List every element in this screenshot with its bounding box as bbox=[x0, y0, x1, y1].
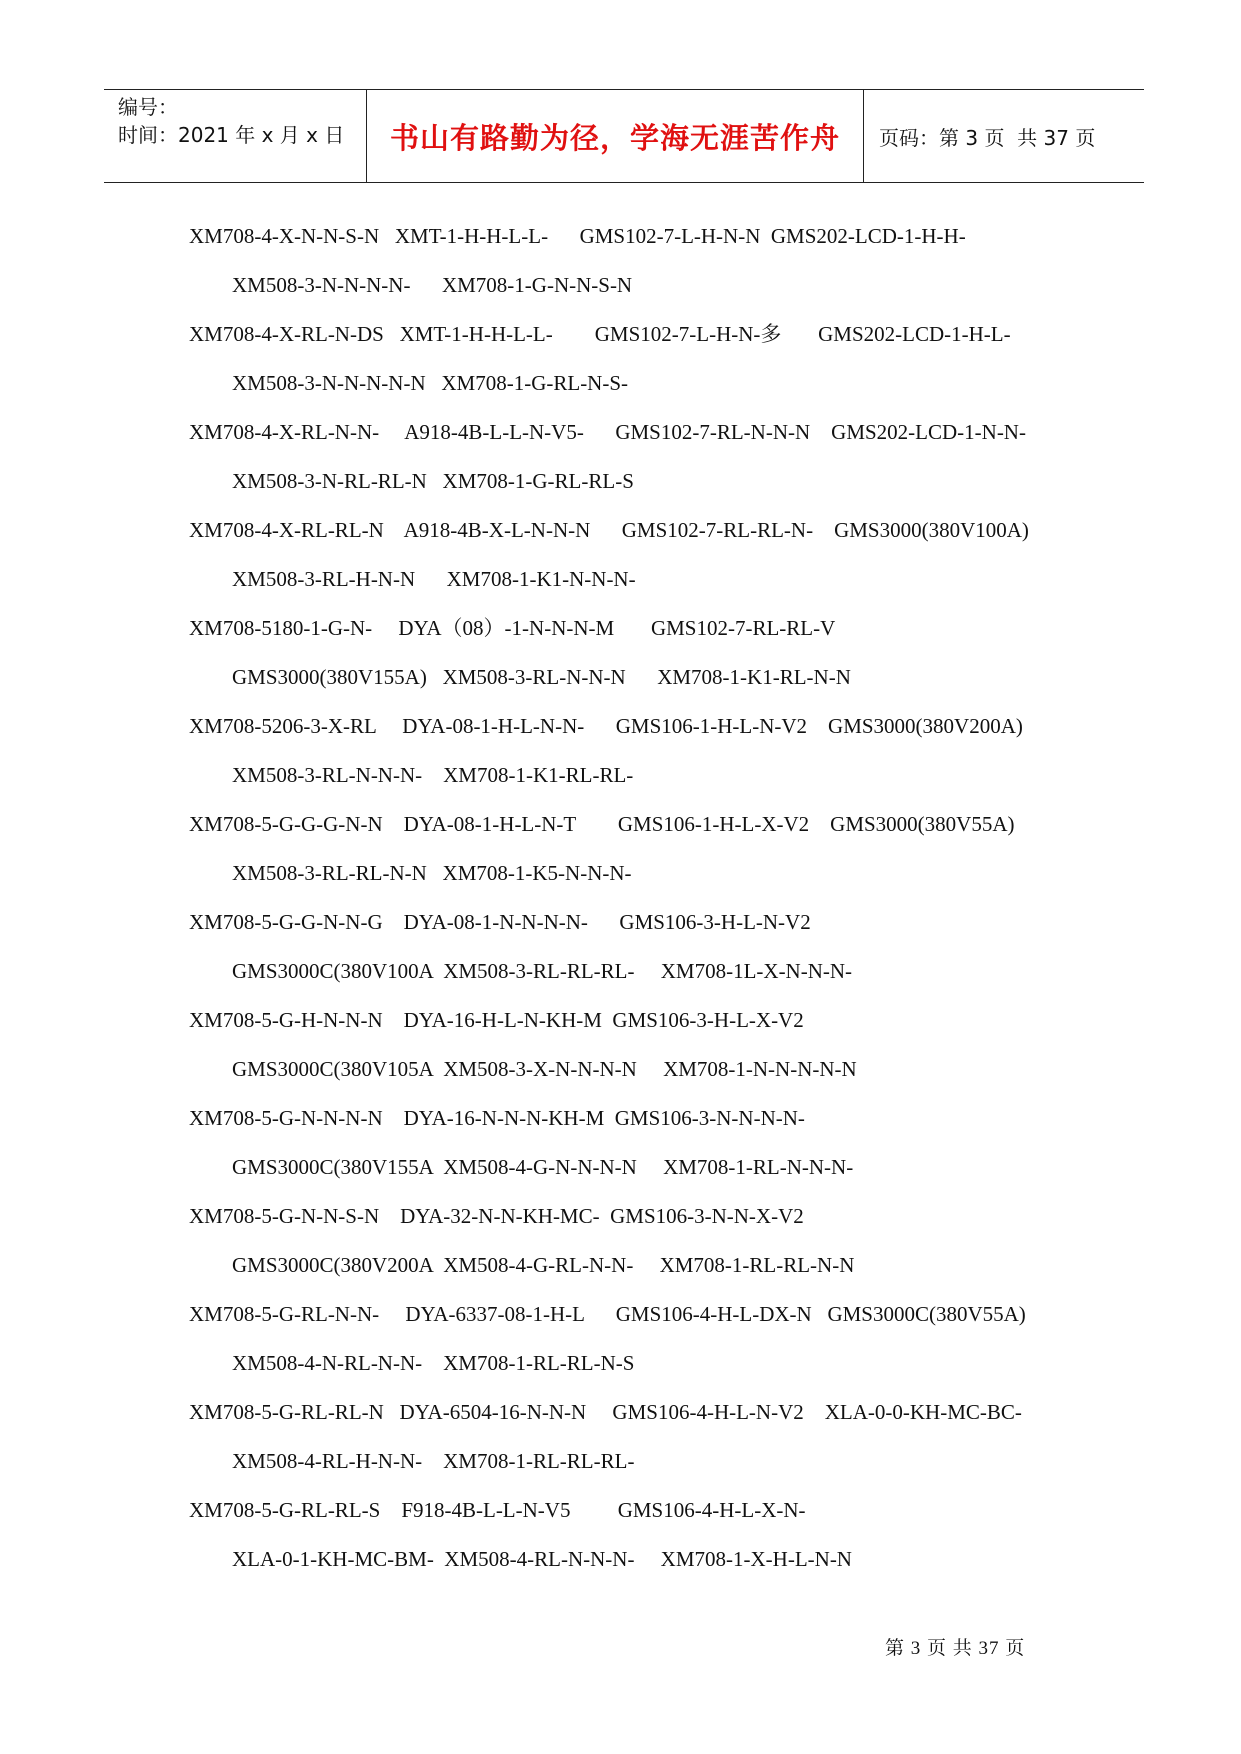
header-info-cell bbox=[104, 90, 366, 182]
model-code-line: XM508-4-N-RL-N-N- XM708-1-RL-RL-N-S bbox=[232, 1351, 635, 1375]
model-code-line: XM708-5-G-H-N-N-N DYA-16-H-L-N-KH-M GMS106-3-H-L-X-V2 bbox=[189, 1008, 804, 1032]
model-code-line: XM508-3-N-N-N-N- XM708-1-G-N-N-S-N bbox=[232, 273, 633, 297]
model-code-line: XM508-3-N-RL-RL-N XM708-1-G-RL-RL-S bbox=[232, 469, 634, 493]
model-code-line: XM708-5-G-RL-N-N- DYA-6337-08-1-H-L GMS106-4-H-L-DX-N GMS3000C(380V55A) bbox=[189, 1302, 1026, 1326]
model-code-line: XM708-4-X-RL-N-N- A918-4B-L-L-N-V5- GMS102-7-RL-N-N-N GMS202-LCD-1-N-N- bbox=[189, 420, 1026, 444]
model-code-line: XM508-4-RL-H-N-N- XM708-1-RL-RL-RL- bbox=[232, 1449, 635, 1473]
model-code-line: XM708-5-G-G-N-N-G DYA-08-1-N-N-N-N- GMS106-3-H-L-N-V2 bbox=[189, 910, 811, 934]
model-code-line: XM708-4-X-RL-N-DS XMT-1-H-H-L-L- GMS102-7-L-H-N-多 GMS202-LCD-1-H-L- bbox=[189, 322, 1011, 346]
model-code-line: XLA-0-1-KH-MC-BM- XM508-4-RL-N-N-N- XM708-1-X-H-L-N-N bbox=[232, 1547, 852, 1571]
model-code-line: XM708-5-G-G-G-N-N DYA-08-1-H-L-N-T GMS106-1-H-L-X-V2 GMS3000(380V55A) bbox=[189, 812, 1015, 836]
model-code-line: XM508-3-RL-N-N-N- XM708-1-K1-RL-RL- bbox=[232, 763, 634, 787]
model-code-line: GMS3000C(380V105A XM508-3-X-N-N-N-N XM708-1-N-N-N-N-N bbox=[232, 1057, 857, 1081]
model-code-line: XM708-4-X-RL-RL-N A918-4B-X-L-N-N-N GMS102-7-RL-RL-N- GMS3000(380V100A) bbox=[189, 518, 1029, 542]
header-page-label: 页码：第 3 页 共 37 页 bbox=[879, 125, 1096, 150]
page-footer: 第 3 页 共 37 页 bbox=[885, 1638, 1026, 1659]
model-code-line: XM708-5-G-N-N-S-N DYA-32-N-N-KH-MC- GMS106-3-N-N-X-V2 bbox=[189, 1204, 804, 1228]
model-code-line: XM508-3-N-N-N-N-N XM708-1-G-RL-N-S- bbox=[232, 371, 629, 395]
model-code-line: XM708-4-X-N-N-S-N XMT-1-H-H-L-L- GMS102-7-L-H-N-N GMS202-LCD-1-H-H- bbox=[189, 224, 966, 248]
document-number-label: 编号： bbox=[118, 95, 178, 119]
model-code-line: XM508-3-RL-H-N-N XM708-1-K1-N-N-N- bbox=[232, 567, 636, 591]
model-code-line: GMS3000(380V155A) XM508-3-RL-N-N-N XM708-1-K1-RL-N-N bbox=[232, 665, 851, 689]
model-code-line: GMS3000C(380V200A XM508-4-G-RL-N-N- XM708-1-RL-RL-N-N bbox=[232, 1253, 855, 1277]
header-motto: 书山有路勤为径，学海无涯苦作舟 bbox=[389, 120, 840, 155]
model-code-line: XM708-5206-3-X-RL DYA-08-1-H-L-N-N- GMS106-1-H-L-N-V2 GMS3000(380V200A) bbox=[189, 714, 1023, 738]
model-code-line: XM508-3-RL-RL-N-N XM708-1-K5-N-N-N- bbox=[232, 861, 632, 885]
header-divider-left bbox=[366, 90, 367, 182]
model-code-line: GMS3000C(380V155A XM508-4-G-N-N-N-N XM708-1-RL-N-N-N- bbox=[232, 1155, 854, 1179]
model-code-line: XM708-5180-1-G-N- DYA（08）-1-N-N-N-M GMS102-7-RL-RL-V bbox=[189, 616, 836, 640]
model-code-line: XM708-5-G-RL-RL-N DYA-6504-16-N-N-N GMS106-4-H-L-N-V2 XLA-0-0-KH-MC-BC- bbox=[189, 1400, 1022, 1424]
document-body bbox=[189, 212, 1089, 1584]
header-divider-right bbox=[863, 90, 864, 182]
model-code-line: XM708-5-G-RL-RL-S F918-4B-L-L-N-V5 GMS106-4-H-L-X-N- bbox=[189, 1498, 806, 1522]
document-time-label: 时间：2021 年 x 月 x 日 bbox=[118, 123, 345, 147]
model-code-line: XM708-5-G-N-N-N-N DYA-16-N-N-N-KH-M GMS106-3-N-N-N-N- bbox=[189, 1106, 805, 1130]
page-header bbox=[104, 89, 1144, 183]
model-code-line: GMS3000C(380V100A XM508-3-RL-RL-RL- XM708-1L-X-N-N-N- bbox=[232, 959, 853, 983]
